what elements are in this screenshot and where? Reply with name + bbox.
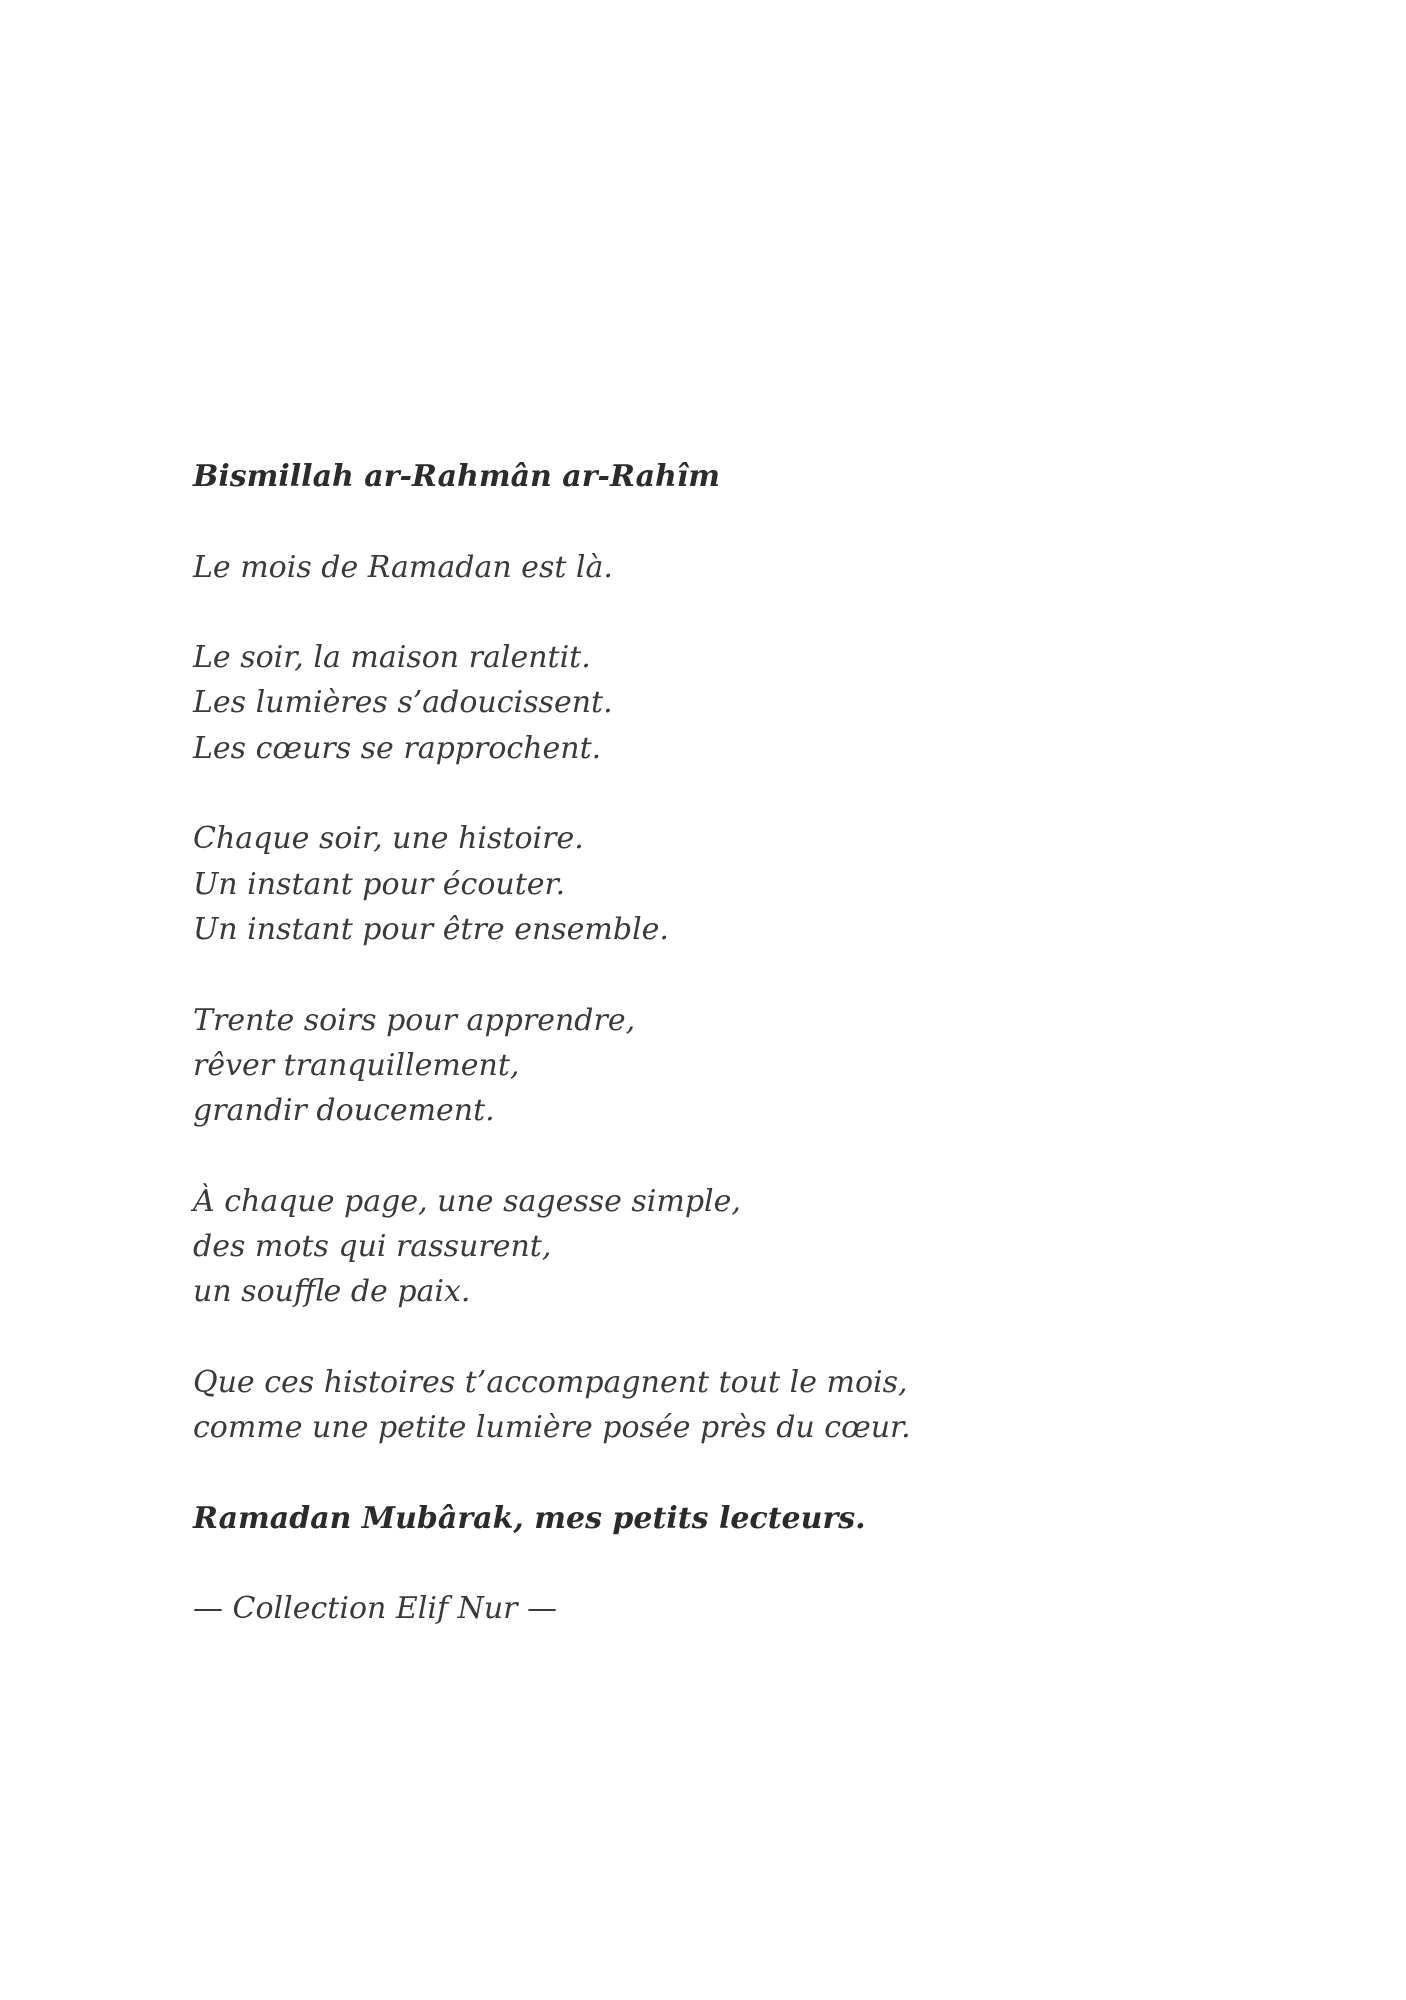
stanza3-line-1: Trente soirs pour apprendre, (193, 1002, 636, 1038)
stanza3-line-2: rêver tranquillement, (193, 1047, 520, 1083)
stanza1-line-3: Les cœurs se rapprochent. (193, 730, 602, 766)
spacer (193, 1541, 1193, 1586)
stanza2-line-1: Chaque soir, une histoire. (193, 821, 584, 857)
stanza1-line-2: Les lumières s’adoucissent. (193, 685, 613, 721)
ramadan-dedication-text (193, 454, 1193, 1632)
stanza4-line-3: un souffle de paix. (193, 1274, 471, 1310)
invocation-heading: Bismillah ar-Rahmân ar-Rahîm (193, 459, 720, 494)
stanza5-line-2: comme une petite lumière posée près du cœur. (193, 1410, 911, 1446)
stanza4-line-2: des mots qui rassurent, (193, 1229, 552, 1265)
stanza2-line-3: Un instant pour être ensemble. (193, 911, 669, 947)
stanza2-line-2: Un instant pour écouter. (193, 866, 566, 902)
spacer (193, 590, 1193, 635)
spacer (193, 952, 1193, 997)
stanza3-line-3: grandir doucement. (193, 1093, 495, 1129)
collection-signature: — Collection Elif Nur — (193, 1591, 558, 1627)
stanza4-line-1: À chaque page, une sagesse simple, (193, 1183, 741, 1219)
spacer (193, 771, 1193, 816)
greeting-line: Ramadan Mubârak, mes petits lecteurs. (193, 1500, 866, 1536)
spacer (193, 1451, 1193, 1496)
spacer (193, 499, 1193, 544)
stanza5-line-1: Que ces histoires t’accompagnent tout le mois, (193, 1364, 908, 1400)
spacer (193, 1133, 1193, 1178)
spacer (193, 1315, 1193, 1360)
intro-line: Le mois de Ramadan est là. (193, 549, 613, 585)
stanza1-line-1: Le soir, la maison ralentit. (193, 640, 591, 676)
